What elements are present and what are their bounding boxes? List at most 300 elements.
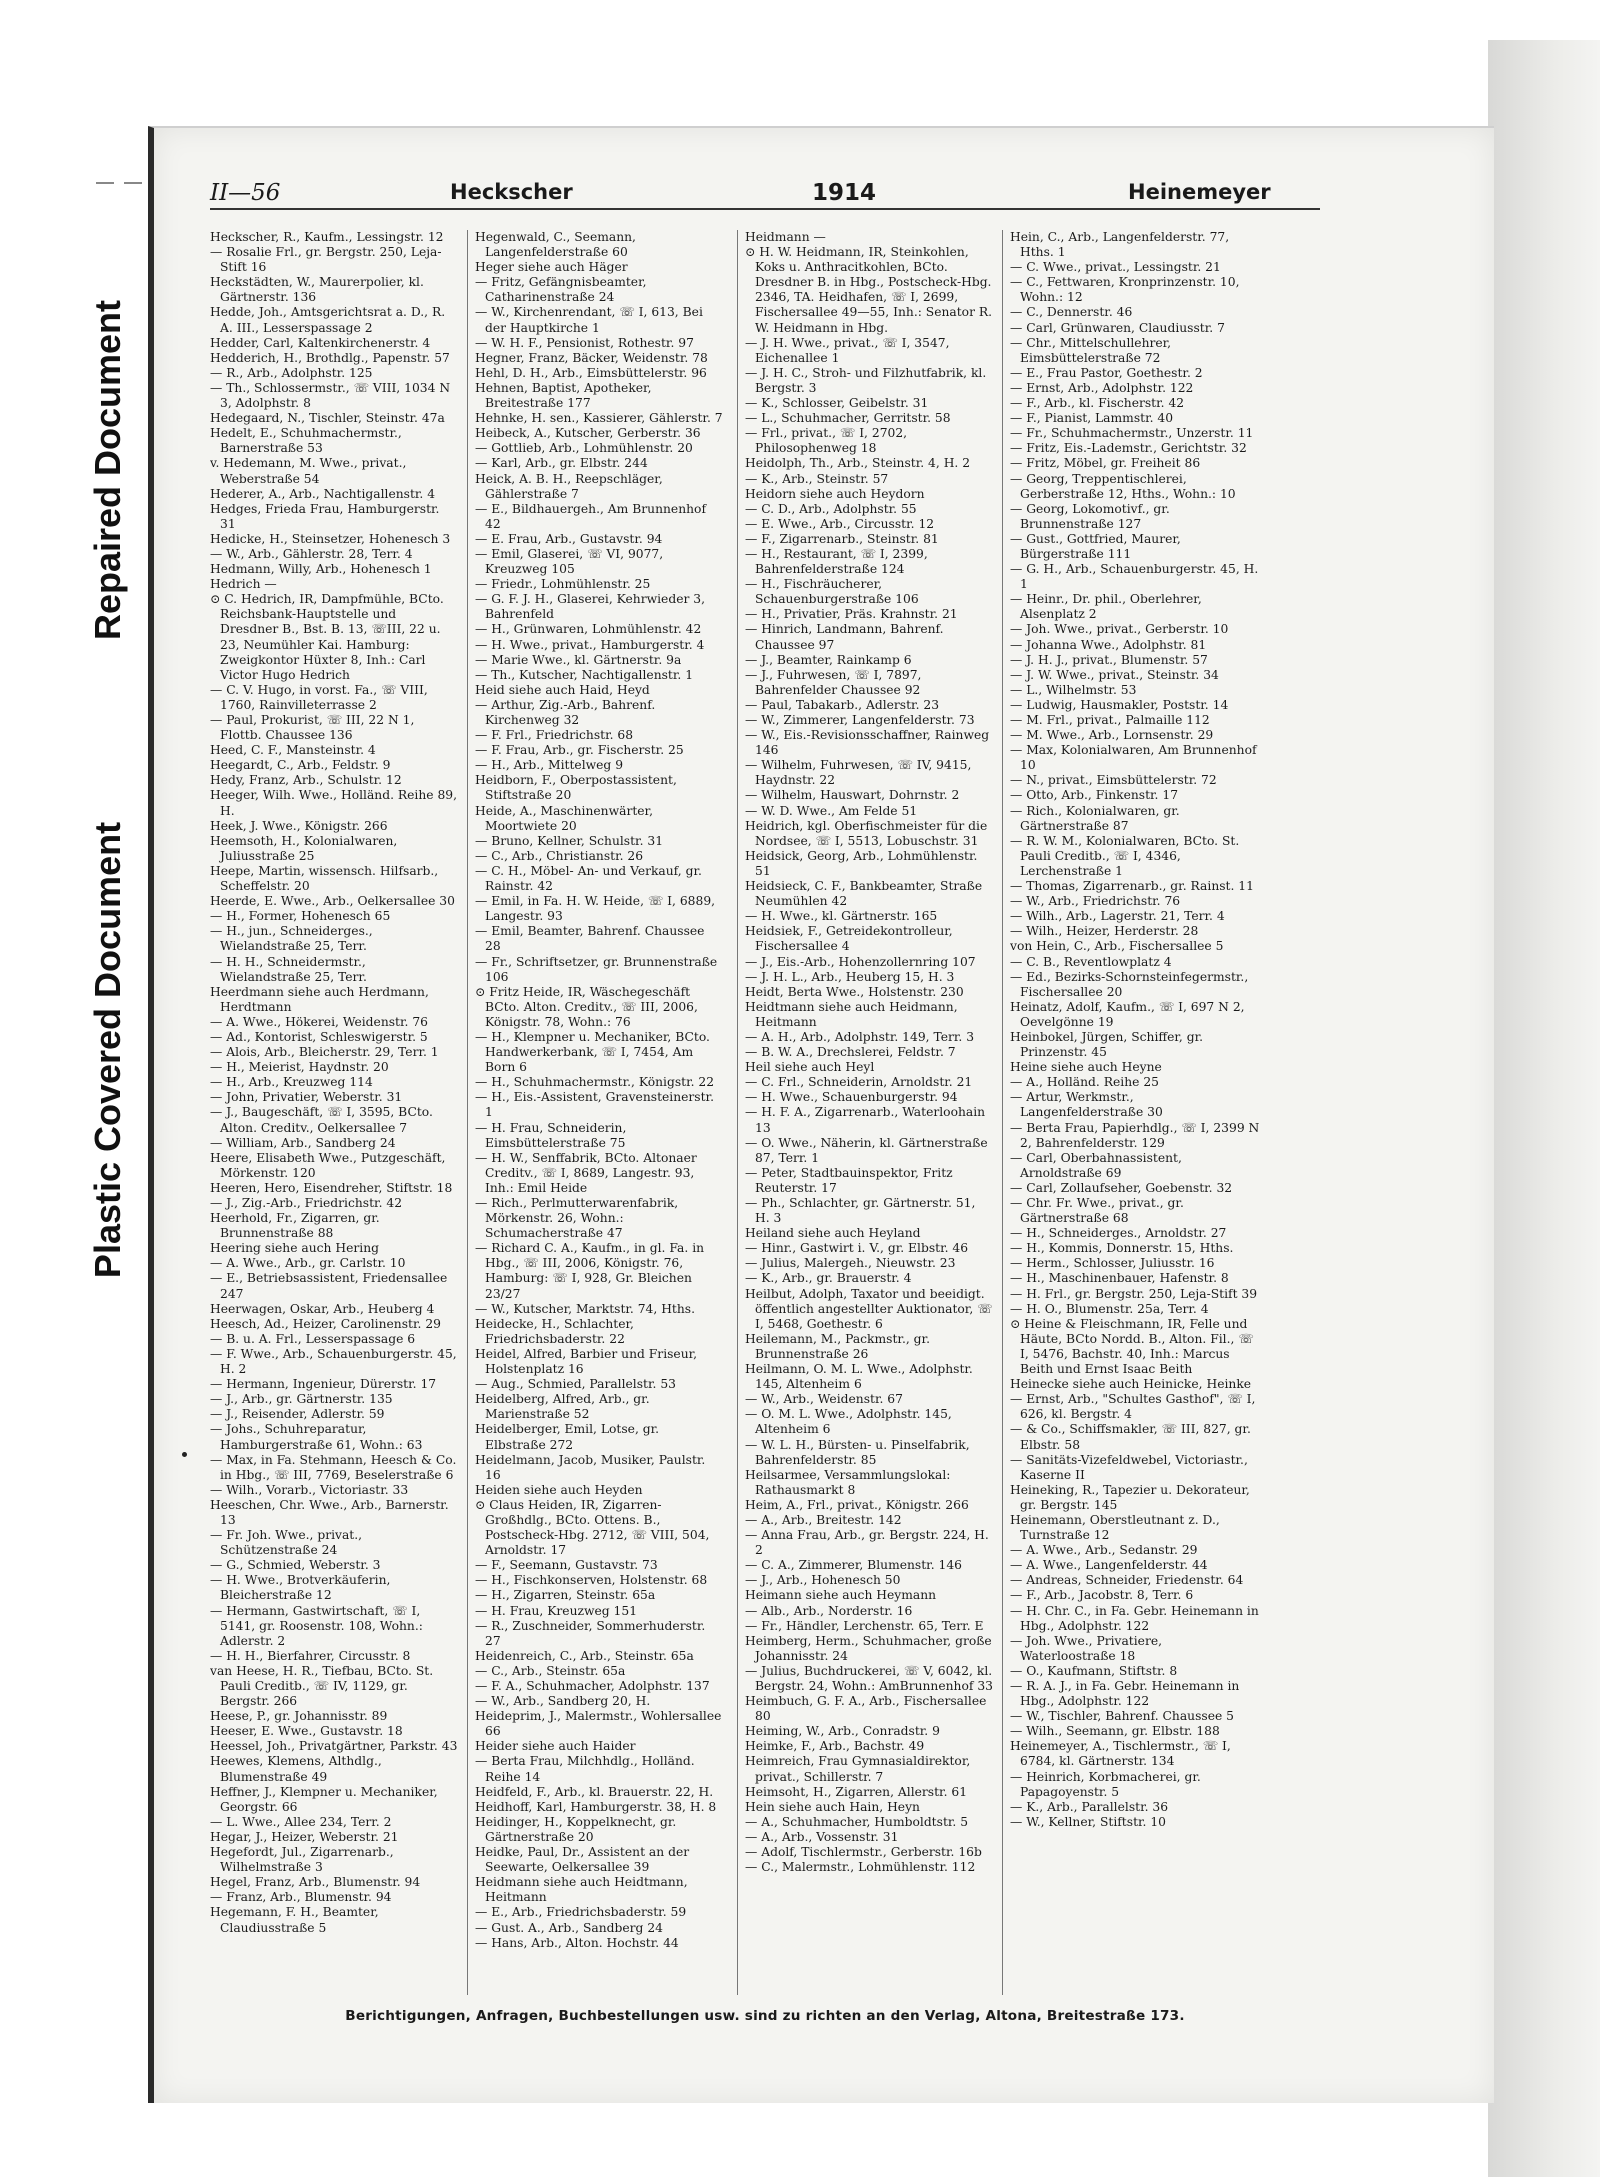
directory-entry: — W., Zimmerer, Langenfelderstr. 73 [745, 713, 975, 727]
directory-entry: — F., Seemann, Gustavstr. 73 [475, 1558, 658, 1573]
directory-entry: — Artur, Werkmstr., Langenfelderstraße 30 [1010, 1090, 1163, 1120]
directory-entry: — F., Zigarrenarb., Steinstr. 81 [745, 531, 939, 546]
directory-entry: — J., Eis.-Arb., Hohenzollernring 107 [745, 954, 976, 969]
directory-entry: — Rosalie Frl., gr. Bergstr. 250, Leja-Stift 16 [210, 245, 442, 275]
directory-entry: — H., Kommis, Donnerstr. 15, Hths. [1010, 1241, 1234, 1256]
directory-entry: — J., Reisender, Adlerstr. 59 [210, 1407, 385, 1422]
page-header [210, 178, 1320, 210]
page-edge-shadow [1488, 40, 1600, 2177]
directory-entry: — Th., Kutscher, Nachtigallenstr. 1 [475, 667, 694, 682]
directory-entry: Heiden siehe auch Heyden [475, 1482, 643, 1497]
directory-entry: — H., Restaurant, ☏ I, 2399, Bahrenfelderstraße 124 [745, 546, 928, 577]
margin-dash [124, 182, 142, 184]
directory-entry: — Ludwig, Hausmakler, Poststr. 14 [1010, 697, 1229, 712]
directory-entry: — Fritz, Möbel, gr. Freiheit 86 [1010, 456, 1201, 471]
directory-entry: Hedde, Joh., Amtsgerichtsrat a. D., R. A. III., Lesserspassage 2 [210, 305, 446, 335]
directory-entry: Heimreich, Frau Gymnasialdirektor, privat., Schillerstr. 7 [745, 1754, 971, 1784]
directory-entry: Hehnen, Baptist, Apotheker, Breitestraße 177 [475, 380, 652, 411]
directory-entry: Heerdmann siehe auch Herdmann, Herdtmann [210, 984, 429, 1014]
directory-entry: — H. O., Blumenstr. 25a, Terr. 4 [1010, 1301, 1209, 1316]
directory-entry: — L. Wwe., Allee 234, Terr. 2 [210, 1814, 392, 1829]
directory-entry: Hederer, A., Arb., Nachtigallenstr. 4 [210, 486, 436, 501]
directory-entry: — C. H., Möbel- An- und Verkauf, gr. Rainstr. 42 [475, 863, 702, 894]
directory-entry: Heilemann, M., Packmstr., gr. Brunnenstraße 26 [745, 1331, 930, 1361]
directory-entry: — Chr., Mittelschullehrer, Eimsbüttelerstraße 72 [1010, 335, 1172, 365]
directory-entry: — Hinrich, Landmann, Bahrenf. Chaussee 97 [745, 622, 944, 652]
directory-entry: — Emil, Glaserei, ☏ VI, 9077, Kreuzweg 105 [475, 546, 664, 577]
directory-entry: — Hermann, Gastwirtschaft, ☏ I, 5141, gr. Roosenstr. 108, Wohn.: Adlerstr. 2 [210, 1603, 423, 1648]
directory-entry: — Ad., Kontorist, Schleswigerstr. 5 [210, 1029, 428, 1044]
directory-entry: — H. Frau, Schneiderin, Eimsbüttelerstraße 75 [475, 1120, 627, 1150]
directory-entry: — Julius, Buchdruckerei, ☏ V, 6042, kl. Bergstr. 24, Wohn.: AmBrunnenhof 33 [745, 1663, 993, 1693]
directory-entry: — Adolf, Tischlermstr., Gerberstr. 16b [745, 1845, 982, 1860]
directory-entry: Heidsiek, F., Getreidekontrolleur, Fischersallee 4 [745, 924, 953, 954]
directory-entry: — H., Arb., Mittelweg 9 [475, 758, 624, 773]
directory-entry: — H., jun., Schneiderges., Wielandstraße 25, Terr. [210, 924, 373, 954]
directory-column-1 [210, 230, 458, 1995]
directory-entry: — Sanitäts-Vizefeldwebel, Victoriastr., Kaserne II [1010, 1452, 1248, 1482]
directory-entry: — H. Wwe., Schauenburgerstr. 94 [745, 1090, 958, 1105]
directory-entry: Heidfeld, F., Arb., kl. Brauerstr. 22, H. [475, 1784, 714, 1799]
directory-entry: — W. H. F., Pensionist, Rothestr. 97 [475, 335, 694, 350]
directory-entry: — G., Schmied, Weberstr. 3 [210, 1558, 381, 1573]
directory-entry: — Alb., Arb., Norderstr. 16 [745, 1603, 913, 1618]
column-divider [1002, 230, 1003, 1995]
directory-entry: — Frl., privat., ☏ I, 2702, Philosophenweg 18 [745, 426, 908, 456]
directory-entry: Heil siehe auch Heyl [745, 1060, 875, 1075]
directory-entry: — Karl, Arb., gr. Elbstr. 244 [475, 456, 648, 471]
directory-entry: — Carl, Grünwaren, Claudiusstr. 7 [1010, 320, 1225, 335]
directory-entry: — Peter, Stadtbauinspektor, Fritz Reuterstr. 17 [745, 1165, 953, 1195]
directory-entry: — H., Zigarren, Steinstr. 65a [475, 1588, 656, 1603]
margin-dash [96, 182, 114, 184]
directory-entry: — A., Schuhmacher, Humboldtstr. 5 [745, 1814, 969, 1829]
column-divider [467, 230, 468, 1995]
repaired-document-label: Repaired Document [87, 299, 129, 641]
directory-entry: — Emil, in Fa. H. W. Heide, ☏ I, 6889, Langestr. 93 [475, 894, 716, 924]
directory-entry: — H. F. A., Zigarrenarb., Waterloohain 13 [745, 1105, 986, 1135]
directory-entry: — H. Wwe., kl. Gärtnerstr. 165 [745, 909, 938, 924]
directory-entry: Heerwagen, Oskar, Arb., Heuberg 4 [210, 1301, 435, 1316]
directory-entry: Heidelberger, Emil, Lotse, gr. Elbstraße 272 [475, 1422, 660, 1452]
directory-entry: — A., Holländ. Reihe 25 [1010, 1075, 1159, 1090]
directory-entry: — H., Fischräucherer, Schauenburgerstraße 106 [745, 577, 919, 607]
directory-entry: — F. Wwe., Arb., Schauenburgerstr. 45, H. 2 [210, 1346, 457, 1377]
directory-entry: Heidmann — [745, 230, 826, 244]
directory-entry: Heimberg, Herm., Schuhmacher, große Johannisstr. 24 [745, 1633, 992, 1663]
directory-entry: — E. Wwe., Arb., Circusstr. 12 [745, 516, 935, 531]
directory-entry: — H., Fischkonserven, Holstenstr. 68 [475, 1573, 708, 1588]
directory-entry: — Alois, Arb., Bleicherstr. 29, Terr. 1 [210, 1045, 439, 1060]
directory-entry: — Max, in Fa. Stehmann, Heesch & Co. in Hbg., ☏ III, 7769, Beselerstraße 6 [210, 1452, 457, 1482]
directory-entry: v. Hedemann, M. Wwe., privat., Weberstraße 54 [210, 456, 407, 486]
directory-entry: — Rich., Kolonialwaren, gr. Gärtnerstraße 87 [1010, 803, 1180, 833]
directory-entry: — G. F. J. H., Glaserei, Kehrwieder 3, Bahrenfeld [475, 592, 706, 622]
directory-entry: Heering siehe auch Hering [210, 1241, 379, 1256]
directory-entry: Hedmann, Willy, Arb., Hohenesch 1 [210, 562, 432, 577]
directory-entry: Heessel, Joh., Privatgärtner, Parkstr. 43 [210, 1739, 458, 1754]
directory-entry: — H., Klempner u. Mechaniker, BCto. Handwerkerbank, ☏ I, 7454, Am Born 6 [475, 1029, 710, 1075]
directory-entry: — J. H. L., Arb., Heuberg 15, H. 3 [745, 969, 955, 984]
directory-entry: — B. W. A., Drechslerei, Feldstr. 7 [745, 1045, 956, 1060]
directory-entry: — John, Privatier, Weberstr. 31 [210, 1090, 403, 1105]
left-running-head: Heckscher [450, 180, 573, 204]
directory-entry: — Hinr., Gastwirt i. V., gr. Elbstr. 46 [745, 1241, 969, 1256]
directory-entry: — Gust. A., Arb., Sandberg 24 [475, 1920, 663, 1935]
directory-entry: Heidenreich, C., Arb., Steinstr. 65a [475, 1648, 694, 1663]
directory-entry: — J. H. Wwe., privat., ☏ I, 3547, Eichenallee 1 [745, 335, 950, 365]
directory-entry: — Rich., Perlmutterwarenfabrik, Mörkenstr. 26, Wohn.: Schumacherstraße 47 [475, 1196, 679, 1241]
directory-entry: — C., Dennerstr. 46 [1010, 305, 1133, 320]
directory-entry: — Fritz, Gefängnisbeamter, Catharinenstraße 24 [475, 275, 647, 305]
directory-entry: Hegel, Franz, Arb., Blumenstr. 94 [210, 1875, 421, 1890]
directory-entry: — J., Beamter, Rainkamp 6 [745, 652, 912, 667]
directory-entry: Hegar, J., Heizer, Weberstr. 21 [210, 1829, 399, 1844]
directory-entry: — A. Wwe., Langenfelderstr. 44 [1010, 1558, 1208, 1573]
directory-entry: — Hermann, Ingenieur, Dürerstr. 17 [210, 1377, 437, 1392]
directory-entry: — Franz, Arb., Blumenstr. 94 [210, 1890, 392, 1905]
directory-entry: — Thomas, Zigarrenarb., gr. Rainst. 11 [1010, 879, 1254, 894]
directory-entry: — H. Frau, Kreuzweg 151 [475, 1603, 638, 1618]
directory-entry: — Herm., Schlosser, Juliusstr. 16 [1010, 1256, 1215, 1271]
directory-entry: Heibeck, A., Kutscher, Gerberstr. 36 [475, 426, 701, 441]
directory-column-3 [745, 230, 993, 1995]
directory-entry: — Hans, Arb., Alton. Hochstr. 44 [475, 1935, 679, 1950]
page-number: II—56 [210, 180, 281, 206]
directory-entry: Heidelmann, Jacob, Musiker, Paulstr. 16 [475, 1452, 706, 1482]
directory-entry: — A. H., Arb., Adolphstr. 149, Terr. 3 [745, 1029, 975, 1044]
directory-entry: Heim, A., Frl., privat., Königstr. 266 [745, 1497, 969, 1512]
directory-entry: Heesch, Ad., Heizer, Carolinenstr. 29 [210, 1316, 441, 1331]
directory-entry: — G. H., Arb., Schauenburgerstr. 45, H. 1 [1010, 562, 1259, 592]
directory-entry: — Chr. Fr. Wwe., privat., gr. Gärtnerstraße 68 [1010, 1196, 1184, 1226]
directory-entry: — A. Wwe., Arb., gr. Carlstr. 10 [210, 1256, 406, 1271]
directory-entry: — L., Wilhelmstr. 53 [1010, 682, 1137, 697]
directory-entry: Heger siehe auch Häger [475, 260, 628, 275]
directory-entry: ⊙ C. Hedrich, IR, Dampfmühle, BCto. Reichsbank-Hauptstelle und Dresdner B., Bst. B. 13, ☏III, 22 u. 23, Neumühler Kai. Hamburg: Zweigkontor Hüxter 8, Inh.: Carl Victor Hugo Hedrich [210, 592, 444, 682]
right-running-head: Heinemeyer [1128, 180, 1271, 204]
directory-entry: Heide, A., Maschinenwärter, Moortwiete 20 [475, 803, 653, 833]
directory-entry: Heegardt, C., Arb., Feldstr. 9 [210, 758, 391, 773]
directory-entry: Hedy, Franz, Arb., Schulstr. 12 [210, 773, 402, 788]
directory-entry: — H., Schneiderges., Arnoldstr. 27 [1010, 1226, 1227, 1241]
plastic-covered-label: Plastic Covered Document [87, 821, 129, 1279]
directory-entry: Heiland siehe auch Heyland [745, 1226, 921, 1241]
directory-entry: — C., Arb., Christianstr. 26 [475, 848, 644, 863]
directory-entry: Heinecke siehe auch Heinicke, Heinke [1010, 1377, 1252, 1392]
directory-entry: — H. H., Bierfahrer, Circusstr. 8 [210, 1648, 411, 1663]
directory-entry: — Wilhelm, Fuhrwesen, ☏ IV, 9415, Haydnstr. 22 [745, 758, 972, 788]
directory-entry: Heere, Elisabeth Wwe., Putzgeschäft, Mörkenstr. 120 [210, 1150, 446, 1180]
directory-entry: — Aug., Schmied, Parallelstr. 53 [475, 1377, 676, 1392]
directory-entry: — Friedr., Lohmühlenstr. 25 [475, 577, 651, 592]
directory-entry: Heeren, Hero, Eisendreher, Stiftstr. 18 [210, 1180, 453, 1195]
directory-entry: — W., Arb., Sandberg 20, H. [475, 1694, 651, 1709]
directory-entry: — H. Wwe., Brotverkäuferin, Bleicherstraße 12 [210, 1573, 391, 1603]
directory-entry: — W., Eis.-Revisionsschaffner, Rainweg 146 [745, 728, 990, 758]
directory-entry: Heeschen, Chr. Wwe., Arb., Barnerstr. 13 [210, 1497, 449, 1527]
directory-entry: — Th., Schlossermstr., ☏ VIII, 1034 N 3, Adolphstr. 8 [210, 380, 451, 411]
directory-entry: Hein, C., Arb., Langenfelderstr. 77, Hths. 1 [1010, 230, 1230, 260]
directory-entry: — R., Zuschneider, Sommerhuderstr. 27 [475, 1618, 706, 1648]
directory-entry: ⊙ Claus Heiden, IR, Zigarren-Großhdlg., BCto. Ottens. B., Postscheck-Hbg. 2712, ☏ VIII, 504, Arnoldstr. 17 [475, 1497, 710, 1558]
directory-entry: Hegefordt, Jul., Zigarrenarb., Wilhelmstraße 3 [210, 1845, 394, 1875]
directory-entry: — C., Arb., Steinstr. 65a [475, 1663, 626, 1678]
directory-entry: — O. M. L. Wwe., Adolphstr. 145, Altenheim 6 [745, 1407, 952, 1437]
directory-entry: Heidmann siehe auch Heidtmann, Heitmann [475, 1875, 688, 1905]
column-divider [737, 230, 738, 1995]
directory-entry: Heimsoht, H., Zigarren, Allerstr. 61 [745, 1784, 968, 1799]
scan-speck [182, 1452, 187, 1457]
directory-column-2 [475, 230, 723, 1995]
directory-entry: — L., Schuhmacher, Gerritstr. 58 [745, 411, 951, 426]
directory-entry: — Johs., Schuhreparatur, Hamburgerstraße 61, Wohn.: 63 [210, 1422, 423, 1452]
directory-entry: Heidecke, H., Schlachter, Friedrichsbaderstr. 22 [475, 1316, 634, 1346]
directory-entry: Hedder, Carl, Kaltenkirchenerstr. 4 [210, 335, 431, 350]
directory-entry: Heek, J. Wwe., Königstr. 266 [210, 818, 388, 833]
directory-entry: — Georg, Lokomotivf., gr. Brunnenstraße 127 [1010, 501, 1170, 531]
directory-entry: Hedderich, H., Brothdlg., Papenstr. 57 [210, 350, 450, 365]
directory-entry: Heinemeyer, A., Tischlermstr., ☏ I, 6784, kl. Gärtnerstr. 134 [1010, 1739, 1231, 1769]
directory-entry: — E., Frau Pastor, Goethestr. 2 [1010, 365, 1203, 380]
directory-entry: — Joh. Wwe., Privatiere, Waterloostraße 18 [1010, 1633, 1163, 1663]
directory-entry: Hegenwald, C., Seemann, Langenfelderstraße 60 [475, 230, 636, 260]
directory-entry: — F., Arb., Jacobstr. 8, Terr. 6 [1010, 1588, 1194, 1603]
directory-entry: — B. u. A. Frl., Lesserspassage 6 [210, 1331, 416, 1346]
directory-entry: — C., Malermstr., Lohmühlenstr. 112 [745, 1860, 976, 1875]
directory-entry: Hedicke, H., Steinsetzer, Hohenesch 3 [210, 531, 451, 546]
directory-entry: Heidelberg, Alfred, Arb., gr. Marienstraße 52 [475, 1392, 650, 1422]
directory-entry: Heine siehe auch Heyne [1010, 1060, 1162, 1075]
directory-entry: — R. A. J., in Fa. Gebr. Heinemann in Hbg., Adolphstr. 122 [1010, 1679, 1240, 1709]
directory-entry: — K., Arb., Parallelstr. 36 [1010, 1799, 1169, 1814]
directory-entry: Heerde, E. Wwe., Arb., Oelkersallee 30 [210, 894, 455, 909]
directory-entry: — M. Wwe., Arb., Lornsenstr. 29 [1010, 728, 1214, 743]
directory-entry: — Carl, Zollaufseher, Goebenstr. 32 [1010, 1180, 1233, 1195]
directory-entry: — H., Schuhmachermstr., Königstr. 22 [475, 1075, 715, 1090]
directory-entry: — F. A., Schuhmacher, Adolphstr. 137 [475, 1679, 710, 1693]
directory-entry: Heckscher, R., Kaufm., Lessingstr. 12 [210, 230, 444, 244]
directory-entry: — William, Arb., Sandberg 24 [210, 1135, 396, 1150]
directory-entry: Hedegaard, N., Tischler, Steinstr. 47a [210, 411, 445, 426]
directory-entry: Heineking, R., Tapezier u. Dekorateur, gr. Bergstr. 145 [1010, 1482, 1250, 1512]
directory-entry: — W., Kutscher, Marktstr. 74, Hths. [475, 1301, 695, 1316]
directory-entry: — H. Chr. C., in Fa. Gebr. Heinemann in Hbg., Adolphstr. 122 [1010, 1603, 1259, 1633]
directory-entry: — C. D., Arb., Adolphstr. 55 [745, 501, 917, 516]
directory-entry: — H., Privatier, Präs. Krahnstr. 21 [745, 607, 958, 622]
directory-entry: Hedrich — [210, 577, 277, 592]
directory-entry: — H., Former, Hohenesch 65 [210, 909, 391, 924]
directory-entry: Hedelt, E., Schuhmachermstr., Barnerstraße 53 [210, 426, 402, 456]
directory-entry: Heidsick, Georg, Arb., Lohmühlenstr. 51 [745, 848, 978, 878]
directory-entry: Hegemann, F. H., Beamter, Claudiusstraße 5 [210, 1905, 379, 1935]
directory-entry: Heffner, J., Klempner u. Mechaniker, Georgstr. 66 [210, 1784, 438, 1814]
directory-entry: — Ed., Bezirks-Schornsteinfegermstr., Fischersallee 20 [1010, 969, 1249, 999]
directory-entry: von Hein, C., Arb., Fischersallee 5 [1010, 939, 1224, 954]
directory-entry: — Fr., Schriftsetzer, gr. Brunnenstraße 106 [475, 954, 718, 984]
directory-entry: Heidrich, kgl. Oberfischmeister für die Nordsee, ☏ I, 5513, Lobuschstr. 31 [745, 818, 988, 848]
directory-entry: — Richard C. A., Kaufm., in gl. Fa. in Hbg., ☏ III, 2006, Königstr. 76, Hamburg: ☏ I, 928, Gr. Bleichen 23/27 [475, 1241, 705, 1301]
directory-column-4 [1010, 230, 1260, 1995]
directory-entry: van Heese, H. R., Tiefbau, BCto. St. Pauli Creditb., ☏ IV, 1129, gr. Bergstr. 266 [210, 1663, 434, 1709]
directory-entry: — Ph., Schlachter, gr. Gärtnerstr. 51, H. 3 [745, 1196, 976, 1226]
directory-entry: — C. Frl., Schneiderin, Arnoldstr. 21 [745, 1075, 973, 1090]
directory-entry: ⊙ H. W. Heidmann, IR, Steinkohlen, Koks u. Anthracitkohlen, BCto. Dresdner B. in Hbg., Postscheck-Hbg. 2346, TA. Heidhafen, ☏ I, 2699, Fischersallee 49—55, Inh.: Senator R. W. Heidmann in Hbg. [745, 245, 993, 335]
directory-entry: Heinbokel, Jürgen, Schiffer, gr. Prinzenstr. 45 [1010, 1029, 1204, 1060]
directory-entry: — F. Frl., Friedrichstr. 68 [475, 728, 634, 743]
directory-entry: Hedges, Frieda Frau, Hamburgerstr. 31 [210, 501, 440, 531]
directory-entry: — Wilh., Arb., Lagerstr. 21, Terr. 4 [1010, 909, 1225, 924]
directory-entry: — Ernst, Arb., Adolphstr. 122 [1010, 380, 1194, 395]
directory-entry: — H., Meierist, Haydnstr. 20 [210, 1060, 389, 1075]
directory-entry: Heid siehe auch Haid, Heyd [475, 682, 650, 697]
directory-entry: — F., Arb., kl. Fischerstr. 42 [1010, 396, 1185, 411]
directory-entry: Heideprim, J., Malermstr., Wohlersallee 66 [475, 1709, 722, 1739]
directory-entry: — R. W. M., Kolonialwaren, BCto. St. Pauli Creditb., ☏ I, 4346, Lerchenstraße 1 [1010, 833, 1240, 878]
directory-entry: — H. Frl., gr. Bergstr. 250, Leja-Stift 39 [1010, 1286, 1258, 1301]
directory-entry: Heilsarmee, Versammlungslokal: Rathausmarkt 8 [745, 1467, 951, 1497]
directory-entry: Heinemann, Oberstleutnant z. D., Turnstraße 12 [1010, 1512, 1220, 1543]
directory-entry: — R., Arb., Adolphstr. 125 [210, 365, 373, 380]
directory-entry: — W., Tischler, Bahrenf. Chaussee 5 [1010, 1709, 1235, 1724]
directory-entry: — C. B., Reventlowplatz 4 [1010, 954, 1172, 969]
directory-entry: — Gust., Gottfried, Maurer, Bürgerstraße 111 [1010, 531, 1181, 561]
directory-entry: — J., Baugeschäft, ☏ I, 3595, BCto. Alton. Creditv., Oelkersallee 7 [210, 1105, 433, 1135]
directory-entry: Heidsieck, C. F., Bankbeamter, Straße Neumühlen 42 [745, 879, 983, 909]
directory-entry: — H., Grünwaren, Lohmühlenstr. 42 [475, 622, 702, 637]
directory-entry: Heeger, Wilh. Wwe., Holländ. Reihe 89, H. [210, 788, 458, 818]
directory-entry: Heidtmann siehe auch Heidmann, Heitmann [745, 999, 958, 1029]
directory-entry: — Heinrich, Korbmacherei, gr. Papagoyenstr. 5 [1010, 1769, 1201, 1799]
directory-entry: — Carl, Oberbahnassistent, Arnoldstraße 69 [1010, 1150, 1182, 1180]
directory-entry: — O., Kaufmann, Stiftstr. 8 [1010, 1663, 1178, 1678]
directory-entry: Heewes, Klemens, Althdlg., Blumenstraße 49 [210, 1754, 382, 1784]
directory-entry: — K., Arb., gr. Brauerstr. 4 [745, 1271, 912, 1286]
directory-entry: — Julius, Malergeh., Nieuwstr. 23 [745, 1256, 956, 1271]
directory-entry: — W., Arb., Friedrichstr. 76 [1010, 894, 1181, 909]
directory-entry: Heidinger, H., Koppelknecht, gr. Gärtnerstraße 20 [475, 1814, 677, 1844]
directory-entry: Hegner, Franz, Bäcker, Weidenstr. 78 [475, 350, 708, 365]
directory-entry: — Emil, Beamter, Bahrenf. Chaussee 28 [475, 924, 705, 954]
directory-entry: ⊙ Fritz Heide, IR, Wäschegeschäft BCto. Alton. Creditv., ☏ III, 2006, Königstr. 78, Wohn.: 76 [475, 984, 698, 1029]
directory-entry: — H., Eis.-Assistent, Gravensteinerstr. 1 [475, 1090, 714, 1120]
directory-entry: — K., Arb., Steinstr. 57 [745, 471, 889, 486]
directory-entry: Heed, C. F., Mansteinstr. 4 [210, 743, 376, 758]
directory-entry: — W. D. Wwe., Am Felde 51 [745, 803, 918, 818]
directory-entry: Hein siehe auch Hain, Heyn [745, 1799, 920, 1814]
directory-entry: — Fr., Schuhmachermstr., Unzerstr. 11 [1010, 426, 1254, 441]
directory-entry: — W., Arb., Weidenstr. 67 [745, 1392, 903, 1407]
directory-entry: — N., privat., Eimsbüttelerstr. 72 [1010, 773, 1217, 788]
directory-entry: Heidhoff, Karl, Hamburgerstr. 38, H. 8 [475, 1799, 717, 1814]
directory-entry: — H. H., Schneidermstr., Wielandstraße 25, Terr. [210, 954, 367, 984]
directory-entry: Heepe, Martin, wissensch. Hilfsarb., Scheffelstr. 20 [210, 863, 439, 894]
directory-entry: Heiming, W., Arb., Conradstr. 9 [745, 1724, 940, 1739]
directory-entry: — H. Wwe., privat., Hamburgerstr. 4 [475, 637, 705, 652]
directory-entry: — H., Arb., Kreuzweg 114 [210, 1075, 373, 1090]
directory-entry: — E., Bildhauergeh., Am Brunnenhof 42 [475, 501, 706, 531]
directory-entry: Heidolph, Th., Arb., Steinstr. 4, H. 2 [745, 456, 971, 471]
directory-entry: Heimke, F., Arb., Bachstr. 49 [745, 1739, 925, 1754]
directory-entry: Heidt, Berta Wwe., Holstenstr. 230 [745, 984, 964, 999]
directory-entry: — J. H. C., Stroh- und Filzhutfabrik, kl. Bergstr. 3 [745, 365, 987, 395]
directory-entry: — J. H. J., privat., Blumenstr. 57 [1010, 652, 1208, 667]
directory-entry: Heckstädten, W., Maurerpolier, kl. Gärtnerstr. 136 [210, 275, 424, 305]
directory-entry: — O. Wwe., Näherin, kl. Gärtnerstraße 87, Terr. 1 [745, 1135, 988, 1165]
directory-entry: — Berta Frau, Papierhdlg., ☏ I, 2399 N 2, Bahrenfelderstr. 129 [1010, 1120, 1260, 1150]
directory-entry: Heemsoth, H., Kolonialwaren, Juliusstraße 25 [210, 833, 398, 863]
directory-entry: — J., Arb., gr. Gärtnerstr. 135 [210, 1392, 393, 1407]
directory-entry: — Fr., Händler, Lerchenstr. 65, Terr. E [745, 1618, 984, 1633]
directory-entry: — H., Maschinenbauer, Hafenstr. 8 [1010, 1271, 1229, 1286]
directory-entry: — Wilhelm, Hauswart, Dohrnstr. 2 [745, 788, 960, 803]
directory-entry: — A., Arb., Vossenstr. 31 [745, 1829, 899, 1844]
directory-entry: Heidorn siehe auch Heydorn [745, 486, 925, 501]
directory-entry: — H. W., Senffabrik, BCto. Altonaer Creditv., ☏ I, 8689, Langestr. 93, Inh.: Emil Heide [475, 1150, 697, 1195]
directory-entry: Hehl, D. H., Arb., Eimsbüttelerstr. 96 [475, 365, 707, 380]
directory-entry: — & Co., Schiffsmakler, ☏ III, 827, gr. Elbstr. 58 [1010, 1422, 1251, 1452]
directory-entry: — F., Pianist, Lammstr. 40 [1010, 411, 1174, 426]
directory-entry: — Bruno, Kellner, Schulstr. 31 [475, 833, 664, 848]
directory-entry: — Anna Frau, Arb., gr. Bergstr. 224, H. 2 [745, 1528, 989, 1558]
directory-entry: — C. V. Hugo, in vorst. Fa., ☏ VIII, 1760, Rainvilleterrasse 2 [210, 682, 428, 712]
directory-entry: — Heinr., Dr. phil., Oberlehrer, Alsenplatz 2 [1010, 592, 1202, 622]
directory-entry: Heeser, E. Wwe., Gustavstr. 18 [210, 1724, 403, 1739]
directory-entry: Heilmann, O. M. L. Wwe., Adolphstr. 145, Altenheim 6 [745, 1362, 973, 1392]
directory-entry: — A. Wwe., Hökerei, Weidenstr. 76 [210, 1014, 428, 1029]
directory-entry: — Paul, Prokurist, ☏ III, 22 N 1, Flottb. Chaussee 136 [210, 713, 415, 743]
directory-entry: — Max, Kolonialwaren, Am Brunnenhof 10 [1010, 743, 1257, 773]
directory-entry: Heidborn, F., Oberpostassistent, Stiftstraße 20 [475, 773, 677, 803]
directory-entry: — J., Zig.-Arb., Friedrichstr. 42 [210, 1196, 403, 1210]
directory-entry: — W. L. H., Bürsten- u. Pinselfabrik, Bahrenfelderstr. 85 [745, 1437, 970, 1467]
directory-entry: — Fr. Joh. Wwe., privat., Schützenstraße 24 [210, 1528, 363, 1558]
directory-entry: Heese, P., gr. Johannisstr. 89 [210, 1709, 388, 1724]
directory-entry: Heinatz, Adolf, Kaufm., ☏ I, 697 N 2, Oevelgönne 19 [1010, 999, 1245, 1029]
directory-entry: — Gottlieb, Arb., Lohmühlenstr. 20 [475, 441, 693, 456]
directory-entry: — Berta Frau, Milchhdlg., Holländ. Reihe 14 [475, 1754, 695, 1784]
directory-entry: — E. Frau, Arb., Gustavstr. 94 [475, 531, 663, 546]
directory-entry: — Wilh., Vorarb., Victoriastr. 33 [210, 1482, 409, 1497]
year: 1914 [812, 180, 877, 206]
directory-entry: — E., Betriebsassistent, Friedensallee 247 [210, 1271, 448, 1301]
directory-entry: ⊙ Heine & Fleischmann, IR, Felle und Häute, BCto Nordd. B., Alton. Fil., ☏ I, 5476, Bachstr. 40, Inh.: Marcus Beith und Ernst Isaac Beith [1010, 1316, 1254, 1377]
directory-entry: — W., Kirchenrendant, ☏ I, 613, Bei der Hauptkirche 1 [475, 305, 703, 335]
directory-entry: Heimann siehe auch Heymann [745, 1588, 937, 1603]
directory-entry: — A., Arb., Breitestr. 142 [745, 1512, 902, 1527]
publisher-footer: Berichtigungen, Anfragen, Buchbestellungen usw. sind zu richten an den Verlag, Altona, Breitestraße 173. [345, 2008, 1185, 2024]
directory-entry: — Johanna Wwe., Adolphstr. 81 [1010, 637, 1207, 652]
directory-entry: — C. A., Zimmerer, Blumenstr. 146 [745, 1558, 962, 1573]
directory-entry: — J. W. Wwe., privat., Steinstr. 34 [1010, 667, 1219, 682]
directory-entry: — C. Wwe., privat., Lessingstr. 21 [1010, 260, 1221, 275]
directory-entry: Heidel, Alfred, Barbier und Friseur, Holstenplatz 16 [475, 1346, 698, 1377]
directory-entry: Heick, A. B. H., Reepschläger, Gählerstraße 7 [475, 471, 663, 501]
directory-entry: — J., Fuhrwesen, ☏ I, 7897, Bahrenfelder Chaussee 92 [745, 667, 922, 697]
directory-entry: — E., Arb., Friedrichsbaderstr. 59 [475, 1905, 687, 1920]
directory-entry: — Ernst, Arb., "Schultes Gasthof", ☏ I, 626, kl. Bergstr. 4 [1010, 1392, 1256, 1422]
directory-entry: — F. Frau, Arb., gr. Fischerstr. 25 [475, 743, 684, 758]
directory-entry: — W., Arb., Gählerstr. 28, Terr. 4 [210, 546, 413, 561]
directory-entry: Heerhold, Fr., Zigarren, gr. Brunnenstraße 88 [210, 1211, 380, 1241]
directory-entry: — M. Frl., privat., Palmaille 112 [1010, 713, 1210, 727]
directory-entry: — K., Schlosser, Geibelstr. 31 [745, 396, 929, 411]
directory-entry: — Fritz, Eis.-Lademstr., Gerichtstr. 32 [1010, 441, 1247, 456]
directory-entry: — Marie Wwe., kl. Gärtnerstr. 9a [475, 652, 682, 667]
directory-entry: — Wilh., Seemann, gr. Elbstr. 188 [1010, 1724, 1220, 1739]
directory-entry: — C., Fettwaren, Kronprinzenstr. 10, Wohn.: 12 [1010, 275, 1240, 305]
directory-entry: — Andreas, Schneider, Friedenstr. 64 [1010, 1573, 1244, 1588]
